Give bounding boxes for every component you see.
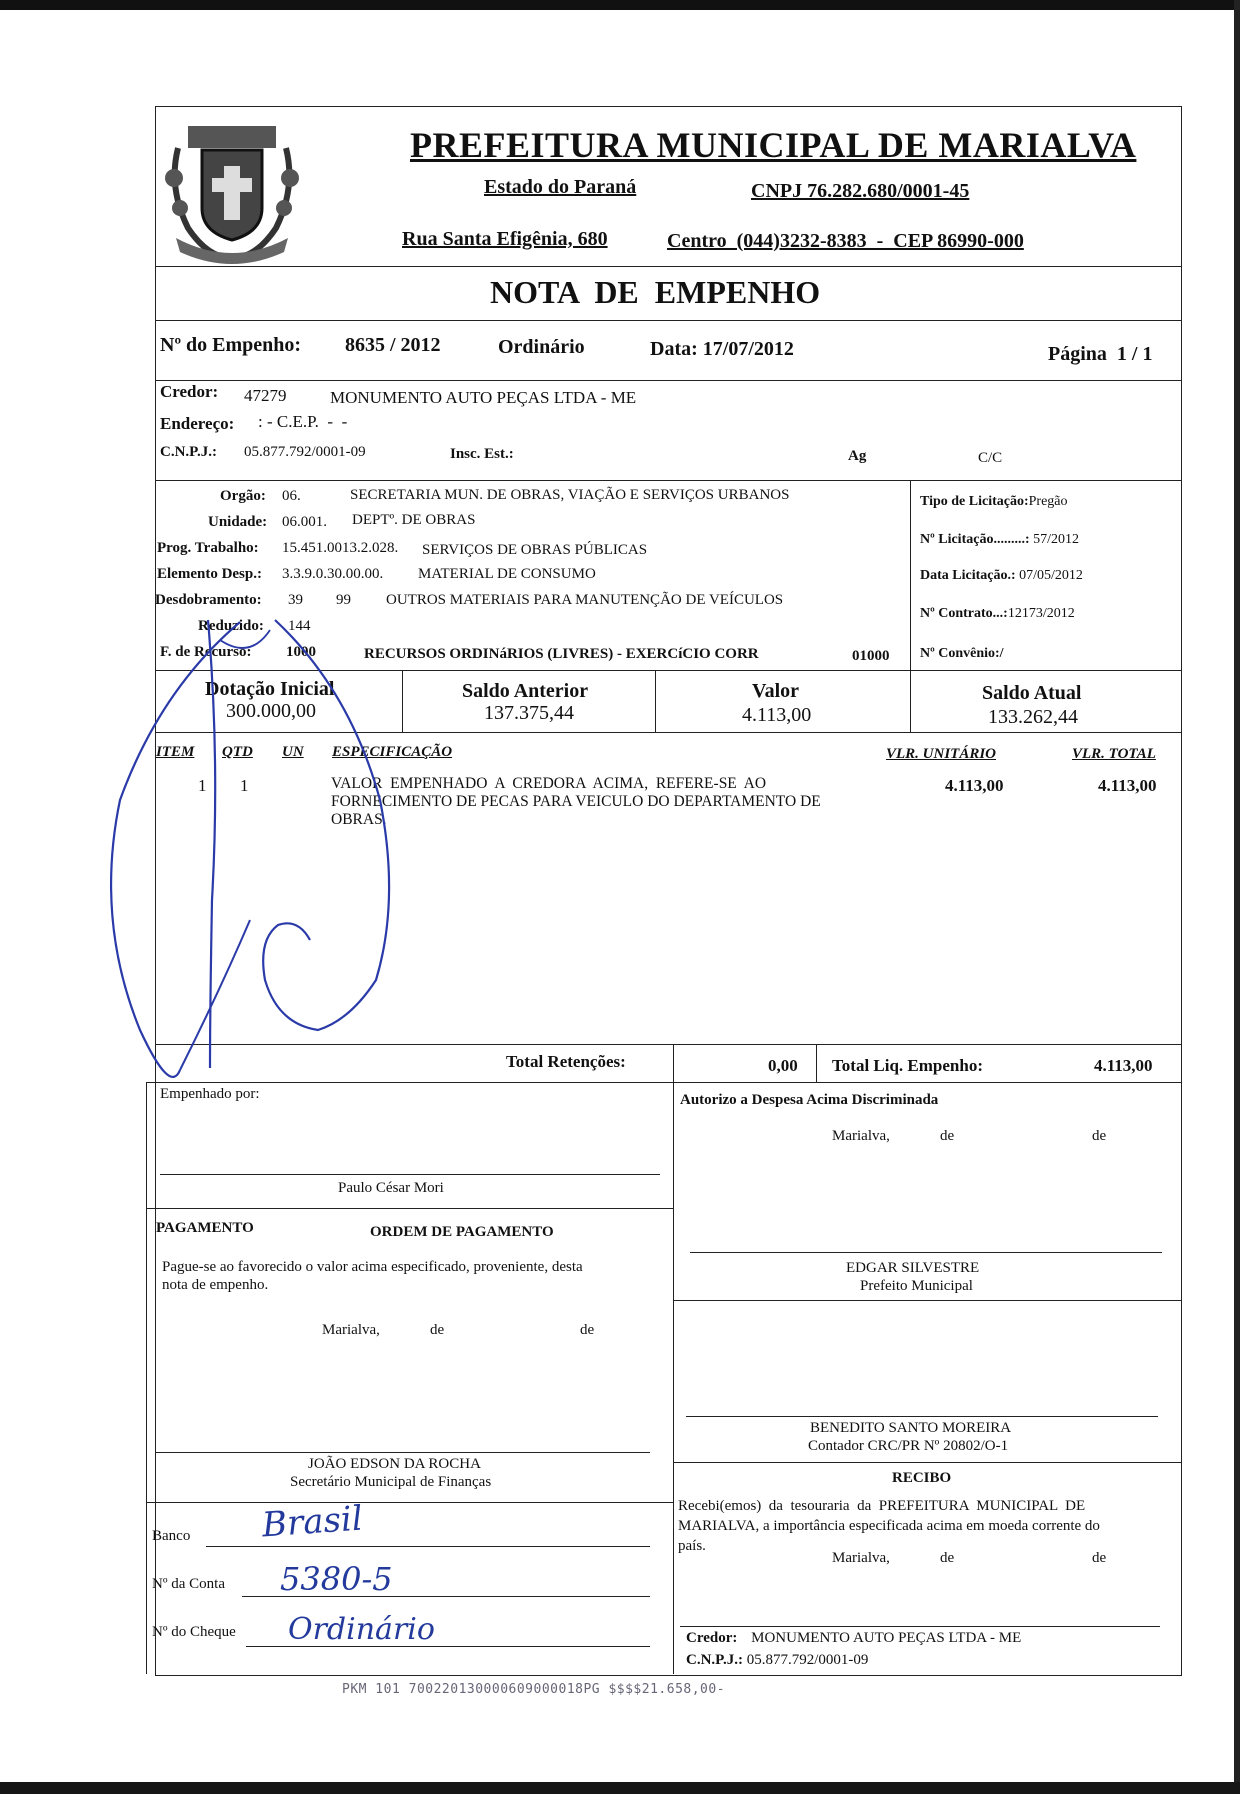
header-state: Estado do Paraná (484, 176, 637, 198)
contador-role: Contador CRC/PR Nº 20802/O-1 (808, 1438, 1009, 1454)
col-unit: VLR. UNITÁRIO (886, 746, 997, 762)
cnpj-value: 05.877.792/0001-09 (244, 444, 366, 460)
empenho-number-label: Nº do Empenho: (160, 334, 302, 356)
pagamento-label: PAGAMENTO (156, 1220, 254, 1236)
licit-tipo-label-text: Tipo de Licitação: (920, 494, 1029, 509)
saldo-anterior-label: Saldo Anterior (462, 680, 589, 702)
divider (673, 1462, 1181, 1463)
licit-tipo-label (920, 494, 1068, 510)
autorizo-title: Autorizo a Despesa Acima Discriminada (680, 1092, 939, 1108)
ag-label: Ag (848, 448, 867, 464)
recurso-num: 01000 (852, 648, 890, 664)
credor-label: Credor: (160, 382, 219, 401)
pagamento-role: Secretário Municipal de Finanças (290, 1474, 492, 1490)
cheque-label: Nº do Cheque (152, 1624, 236, 1640)
recibo-cnpj-label: C.N.P.J.: (686, 1652, 743, 1668)
recibo-credor-label: Credor: (686, 1630, 738, 1646)
recibo-text-line3: país. (678, 1538, 706, 1554)
recibo-cnpj-value: 05.877.792/0001-09 (746, 1652, 869, 1668)
header-title: PREFEITURA MUNICIPAL DE MARIALVA (410, 125, 1137, 165)
scan-bottom-edge (0, 1782, 1240, 1794)
scan-right-edge (1234, 0, 1240, 1794)
cheque-handwriting: Ordinário (288, 1612, 435, 1647)
valor-label: Valor (752, 680, 800, 702)
pagamento-signer: JOÃO EDSON DA ROCHA (308, 1456, 481, 1472)
conta-label: Nº da Conta (152, 1576, 225, 1592)
recibo-de2: de (1092, 1550, 1107, 1566)
licit-data-value: 07/05/2012 (1019, 568, 1083, 583)
header-cnpj: CNPJ 76.282.680/0001-45 (751, 180, 970, 202)
banco-line (206, 1546, 650, 1547)
pagamento-text-line2: nota de empenho. (162, 1277, 269, 1293)
insc-label: Insc. Est.: (450, 446, 514, 462)
col-un: UN (282, 744, 304, 760)
divider (673, 1044, 674, 1082)
pagamento-text (162, 1258, 662, 1294)
empenho-page: Página 1 / 1 (1048, 343, 1153, 365)
empenhado-label: Empenhado por: (160, 1086, 260, 1102)
col-qtd: QTD (222, 744, 253, 760)
credor-name: MONUMENTO AUTO PEÇAS LTDA - ME (330, 388, 637, 407)
prog-code: 15.451.0013.2.028. (282, 540, 399, 556)
licit-convenio: Nº Convênio:/ (920, 646, 1004, 661)
saldo-anterior-value: 137.375,44 (484, 702, 574, 724)
desd-label: Desdobramento: (155, 592, 262, 608)
divider (655, 670, 656, 732)
dotacao-value: 300.000,00 (226, 700, 316, 722)
header-contact: Centro (044)3232-8383 - CEP 86990-000 (667, 230, 1024, 252)
orgao-name: SECRETARIA MUN. DE OBRAS, VIAÇÃO E SERVIÇOS URBANOS (350, 487, 790, 503)
desd-code2: 99 (336, 592, 351, 608)
recibo-de1: de (940, 1550, 955, 1566)
col-espec: ESPECIFICAÇÃO (332, 744, 453, 760)
empenho-type: Ordinário (498, 336, 585, 358)
recibo-credor (686, 1630, 1021, 1647)
liq-label: Total Liq. Empenho: (832, 1056, 983, 1075)
item-qtd: 1 (240, 776, 249, 795)
handwritten-signature (100, 600, 500, 1200)
divider (673, 1082, 674, 1674)
recurso-code: 1000 (286, 644, 316, 660)
licit-tipo-value: Pregão (1028, 494, 1068, 509)
col-total: VLR. TOTAL (1072, 746, 1156, 762)
address-label: Endereço: (160, 414, 235, 433)
licit-contrato-label: Nº Contrato...: (920, 606, 1008, 621)
desd-code1: 39 (288, 592, 303, 608)
unidade-code: 06.001. (282, 514, 327, 530)
pagamento-de1: de (430, 1322, 445, 1338)
elem-code: 3.3.9.0.30.00.00. (282, 566, 384, 582)
liq-value: 4.113,00 (1094, 1056, 1153, 1075)
divider (910, 480, 911, 670)
desd-name: OUTROS MATERIAIS PARA MANUTENÇÃO DE VEÍCULOS (386, 592, 784, 608)
item-number: 1 (198, 776, 207, 795)
orgao-code: 06. (282, 488, 301, 504)
divider (155, 380, 1181, 381)
saldo-atual-value: 133.262,44 (988, 706, 1078, 728)
pagamento-de2: de (580, 1322, 595, 1338)
recibo-title: RECIBO (892, 1470, 952, 1486)
divider (146, 1502, 673, 1503)
licit-contrato (920, 606, 1075, 622)
licit-num-value: 57/2012 (1033, 532, 1079, 547)
signature-line (686, 1416, 1158, 1417)
cc-label: C/C (978, 450, 1003, 466)
divider (910, 670, 911, 732)
item-total-value: 4.113,00 (1098, 776, 1157, 795)
divider (673, 1300, 1181, 1301)
divider (146, 1208, 673, 1209)
item-unit-value: 4.113,00 (945, 776, 1004, 795)
conta-handwriting: 5380-5 (280, 1560, 393, 1598)
reduzido-value: 144 (288, 618, 311, 634)
licit-num-label: Nº Licitação.........: (920, 532, 1030, 547)
retencoes-value: 0,00 (768, 1056, 798, 1075)
item-desc-line2: FORNECIMENTO DE PECAS PARA VEICULO DO DEPARTAMENTO DE (331, 793, 821, 810)
signature-line (680, 1626, 1160, 1627)
prog-label: Prog. Trabalho: (157, 540, 259, 556)
divider (155, 320, 1181, 321)
contador-signer: BENEDITO SANTO MOREIRA (810, 1420, 1012, 1436)
col-item: ITEM (156, 744, 195, 760)
item-desc-line3: OBRAS. (331, 811, 387, 828)
item-desc-line1: VALOR EMPENHADO A CREDORA ACIMA, REFERE-SE AO (331, 775, 767, 792)
divider (155, 266, 1181, 267)
pagamento-text-line1: Pague-se ao favorecido o valor acima especificado, proveniente, desta (162, 1259, 583, 1275)
empenho-date: Data: 17/07/2012 (650, 338, 794, 360)
recurso-name: RECURSOS ORDINáRIOS (LIVRES) - EXERCíCIO CORR (364, 646, 759, 662)
elem-name: MATERIAL DE CONSUMO (418, 566, 596, 582)
recibo-text (678, 1496, 1173, 1556)
licit-num (920, 532, 1079, 548)
autorizo-de2: de (1092, 1128, 1107, 1144)
reduzido-label: Reduzido: (198, 618, 264, 634)
signature-line (690, 1252, 1162, 1253)
recibo-text-line2: MARIALVA, a importância especificada acima em moeda corrente do (678, 1518, 1100, 1534)
banco-label: Banco (152, 1528, 191, 1544)
header-street: Rua Santa Efigênia, 680 (402, 228, 608, 250)
orgao-label: Orgão: (220, 488, 266, 504)
doc-title: NOTA DE EMPENHO (490, 274, 821, 310)
pagamento-city: Marialva, (322, 1322, 380, 1338)
scan-top-edge (0, 0, 1240, 10)
divider (816, 1044, 817, 1082)
recibo-cnpj (686, 1652, 868, 1669)
empenho-number: 8635 / 2012 (345, 334, 441, 356)
empenhado-name: Paulo César Mori (338, 1180, 444, 1196)
autorizo-role: Prefeito Municipal (860, 1278, 973, 1294)
unidade-name: DEPTº. DE OBRAS (352, 512, 476, 528)
retencoes-label: Total Retenções: (506, 1052, 626, 1071)
coat-of-arms-logo (158, 108, 306, 266)
autorizo-city: Marialva, (832, 1128, 890, 1144)
footer-code: PKM 101 700220130000609000018PG $$$$21.658,00- (342, 1682, 726, 1697)
licit-contrato-value: 12173/2012 (1007, 606, 1075, 621)
prog-name: SERVIÇOS DE OBRAS PÚBLICAS (422, 542, 648, 558)
recibo-text-line1: Recebi(emos) da tesouraria da PREFEITURA MUNICIPAL DE (678, 1498, 1086, 1514)
saldo-atual-label: Saldo Atual (982, 682, 1082, 704)
licit-data-label: Data Licitação.: (920, 568, 1016, 583)
recibo-credor-value: MONUMENTO AUTO PEÇAS LTDA - ME (751, 1630, 1022, 1646)
autorizo-de1: de (940, 1128, 955, 1144)
ordem-label: ORDEM DE PAGAMENTO (370, 1224, 554, 1240)
recurso-label: F. de Recurso: (160, 644, 252, 660)
dotacao-label: Dotação Inicial (205, 678, 335, 700)
valor-value: 4.113,00 (742, 704, 812, 726)
licit-data (920, 568, 1083, 584)
banco-handwriting: Brasil (260, 1498, 364, 1546)
signature-line (156, 1452, 650, 1453)
credor-code: 47279 (244, 386, 287, 405)
address-value: : - C.E.P. - - (258, 412, 348, 431)
divider (155, 480, 1181, 481)
elem-label: Elemento Desp.: (157, 566, 262, 582)
unidade-label: Unidade: (208, 514, 268, 530)
recibo-city: Marialva, (832, 1550, 890, 1566)
autorizo-signer: EDGAR SILVESTRE (846, 1260, 980, 1276)
cnpj-label: C.N.P.J.: (160, 444, 217, 460)
